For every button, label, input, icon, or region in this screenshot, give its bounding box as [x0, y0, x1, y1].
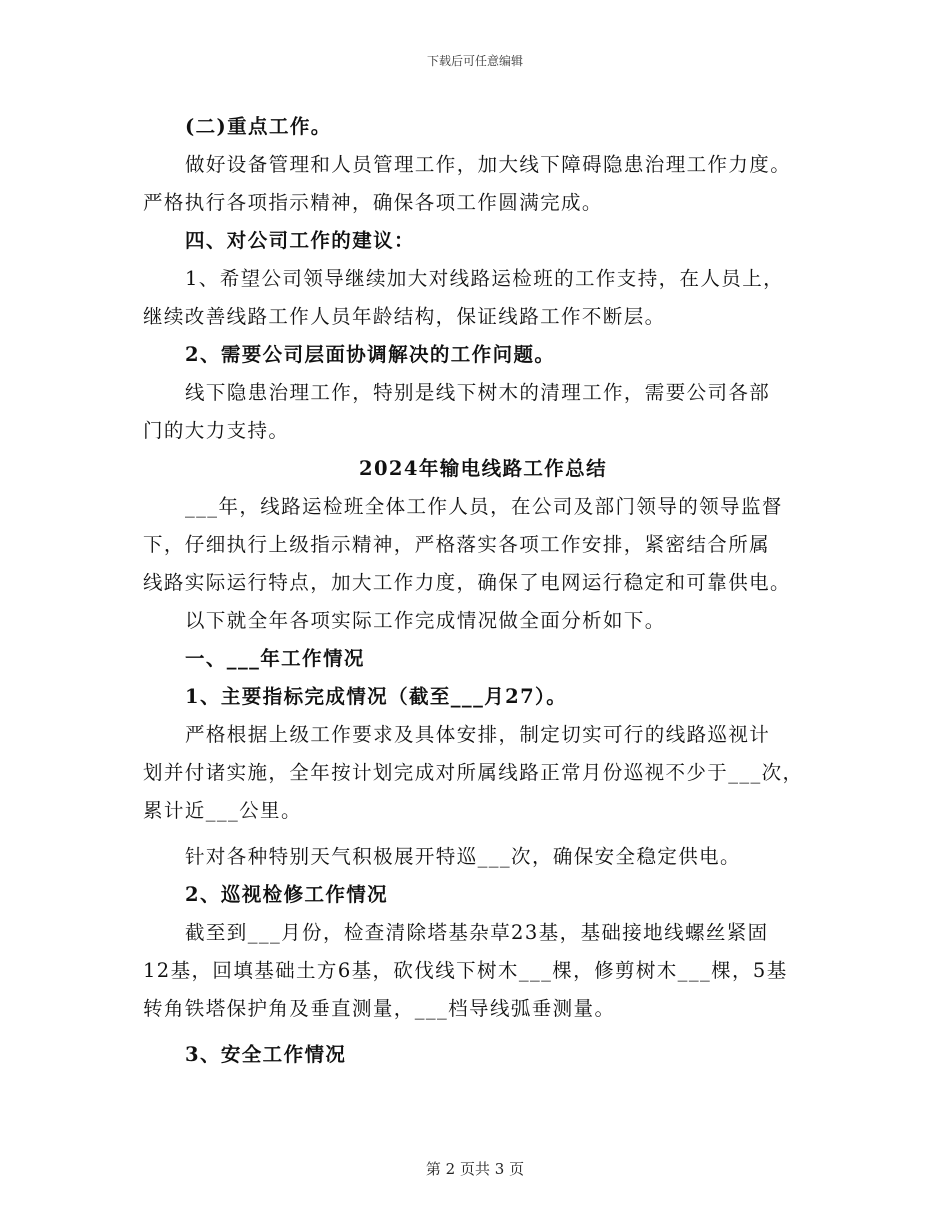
section-heading: 2、巡视检修工作情况 — [185, 883, 389, 906]
paragraph-line: 线下隐患治理工作，特别是线下树木的清理工作，需要公司各部 — [185, 381, 771, 404]
paragraph-line: 继续改善线路工作人员年龄结构，保证线路工作不断层。 — [143, 305, 666, 328]
paragraph-line: ___年，线路运检班全体工作人员，在公司及部门领导的领导监督 — [185, 495, 783, 518]
paragraph-line: 针对各种特别天气积极展开特巡___次，确保安全稳定供电。 — [185, 845, 741, 868]
document-body — [143, 108, 823, 1074]
paragraph-line: 截至到___月份，检查清除塔基杂草23基，基础接地线螺丝紧固 — [185, 921, 769, 944]
paragraph-line: 转角铁塔保护角及垂直测量，___档导线弧垂测量。 — [143, 997, 616, 1020]
page-footer: 第 2 页共 3 页 — [425, 1160, 525, 1178]
section-heading: 3、安全工作情况 — [185, 1043, 347, 1066]
section-heading: (二)重点工作。 — [185, 115, 332, 138]
paragraph-line: 1、希望公司领导继续加大对线路运检班的工作支持，在人员上， — [185, 267, 785, 290]
paragraph-line: 以下就全年各项实际工作完成情况做全面分析如下。 — [185, 609, 666, 632]
paragraph-line: 门的大力支持。 — [143, 419, 290, 442]
section-heading: 2、需要公司层面协调解决的工作问题。 — [185, 343, 556, 366]
paragraph-line: 12基，回填基础土方6基，砍伐线下树木___棵，修剪树木___棵，5基 — [143, 959, 788, 982]
section-heading: 四、对公司工作的建议： — [185, 229, 415, 252]
section-heading: 1、主要指标完成情况（截至___月27）。 — [185, 685, 568, 708]
paragraph-line: 线路实际运行特点，加大工作力度，确保了电网运行稳定和可靠供电。 — [143, 571, 791, 594]
document-title: 2024年输电线路工作总结 — [359, 457, 607, 480]
section-heading: 一、___年工作情况 — [185, 647, 365, 670]
paragraph-line: 划并付诸实施，全年按计划完成对所属线路正常月份巡视不少于___次， — [143, 761, 804, 784]
paragraph-line: 累计近___公里。 — [143, 799, 302, 822]
paragraph-line: 严格执行各项指示精神，确保各项工作圆满完成。 — [143, 191, 603, 214]
paragraph-line: 下，仔细执行上级指示精神，严格落实各项工作安排，紧密结合所属 — [143, 533, 771, 556]
paragraph-line: 做好设备管理和人员管理工作，加大线下障碍隐患治理工作力度。 — [185, 153, 792, 176]
paragraph-line: 严格根据上级工作要求及具体安排，制定切实可行的线路巡视计 — [185, 723, 771, 746]
page-header: 下载后可任意编辑 — [426, 54, 523, 68]
